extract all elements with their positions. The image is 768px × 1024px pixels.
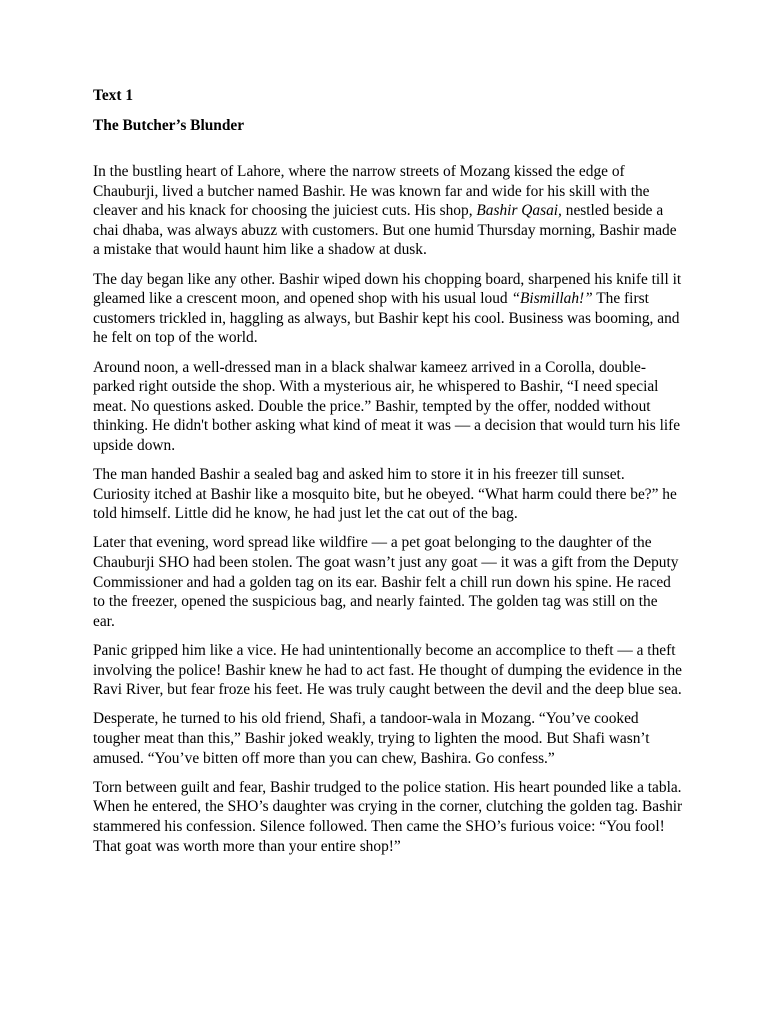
paragraph-text: The first customers trickled in, haggling as always, but Bashir kept his cool. Business was booming, and he felt on top of the world. [93,290,680,347]
paragraph-text: In the bustling heart of Lahore, where the narrow streets of Mozang kissed the edge of Chauburji, lived a butcher named Bashir. He was known far and wide for his skill with the cleaver and his knack for choosing the juiciest cuts. His shop, [93,163,650,220]
story-body [93,162,683,856]
bismillah-italic: “Bismillah!” [511,290,593,308]
shop-name-italic: Bashir Qasai, [476,202,562,220]
paragraph-6: Panic gripped him like a vice. He had unintentionally become an accomplice to theft — a theft involving the police! Bashir knew he had to act fast. He thought of dumping the evidence in the Ravi River, but fear froze his feet. He was truly caught between the devil and the deep blue sea. [93,642,682,699]
paragraph-8: Torn between guilt and fear, Bashir trudged to the police station. His heart pounded like a tabla. When he entered, the SHO’s daughter was crying in the corner, clutching the golden tag. Bashir stammered his confession. Silence followed. Then came the SHO’s furious voice: “You fool! That goat was worth more than your entire shop!” [93,778,683,855]
paragraph-1 [93,162,683,260]
paragraph-5: Later that evening, word spread like wildfire — a pet goat belonging to the daughter of the Chauburji SHO had been stolen. The goat wasn’t just any goat — it was a gift from the Deputy Commissioner and had a golden tag on its ear. Bashir felt a chill run down his spine. He raced to the freezer, opened the suspicious bag, and nearly fainted. The golden tag was still on the ear. [93,534,679,630]
text-label: Text 1 [93,87,134,104]
paragraph-7: Desperate, he turned to his old friend, Shafi, a tandoor-wala in Mozang. “You’ve cooked tougher meat than this,” Bashir joked weakly, trying to lighten the mood. But Shafi wasn’t amused. “You’ve bitten off more than you can chew, Bashira. Go confess.” [93,710,650,767]
paragraph-text: nestled beside a chai dhaba, was always abuzz with customers. But one humid Thursday morning, Bashir made a mistake that would haunt him like a shadow at dusk. [93,202,677,259]
paragraph-text: The day began like any other. Bashir wiped down his chopping board, sharpened his knife till it gleamed like a crescent moon, and opened shop with his usual loud [93,270,682,308]
paragraph-4: The man handed Bashir a sealed bag and asked him to store it in his freezer till sunset. Curiosity itched at Bashir like a mosquito bite, but he obeyed. “What harm could there be?” he told himself. Little did he know, he had just let the cat out of the bag. [93,466,677,523]
paragraph-3: Around noon, a well-dressed man in a black shalwar kameez arrived in a Corolla, double-parked right outside the shop. With a mysterious air, he whispered to Bashir, “I need special meat. No questions asked. Double the price.” Bashir, tempted by the offer, nodded without thinking. He didn't bother asking what kind of meat it was — a decision that would turn his life upside down. [93,358,681,454]
paragraph-2 [93,270,683,348]
document-page [93,86,683,866]
story-title: The Butcher’s Blunder [93,117,245,134]
